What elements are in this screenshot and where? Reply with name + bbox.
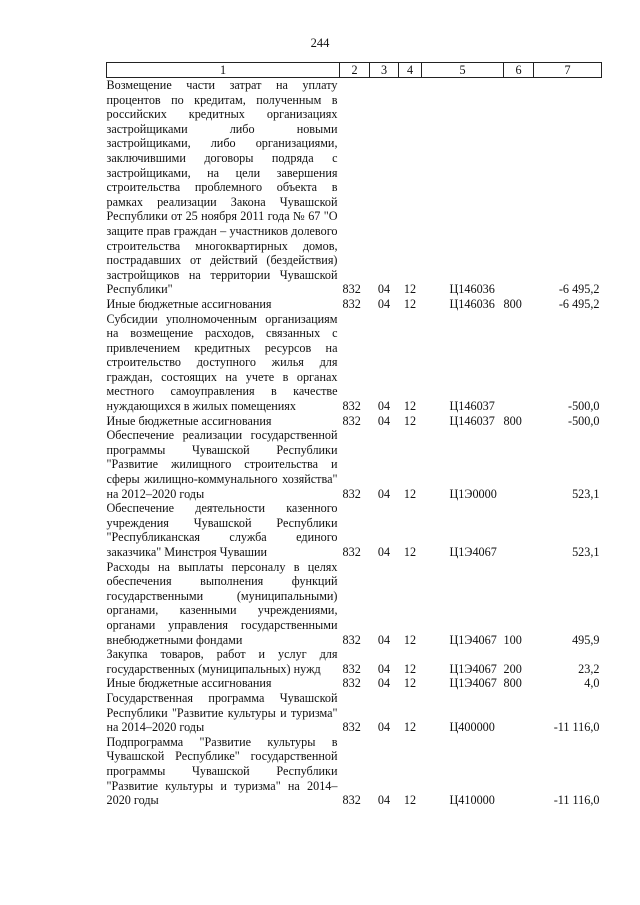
header-col-3: 3 (370, 63, 399, 78)
row-amount: -500,0 (568, 413, 600, 428)
row-amount: 523,1 (572, 486, 600, 501)
row-name: Иные бюджетные ассигнования (106, 413, 272, 428)
row-cs-code: Ц410000 (449, 793, 495, 808)
row-name: Обеспечение деятельности казенного учреждения Чувашской Республики "Республиканская служба единого заказчика" Минстроя Чувашии (106, 501, 338, 559)
row-amount: -11 116,0 (553, 793, 600, 808)
row-name: Закупка товаров, работ и услуг для государственных (муниципальных) нужд (106, 647, 338, 676)
table-row (107, 501, 602, 559)
table-row (107, 691, 602, 735)
row-vr-code: 800 (503, 296, 522, 311)
row-vr-code (504, 428, 534, 501)
row-rz-code: 04 (377, 632, 391, 647)
table-row (107, 428, 602, 501)
row-name: Иные бюджетные ассигнования (106, 676, 272, 691)
row-name: Обеспечение реализации государственной программы Чувашской Республики "Развитие жилищного строительства и сферы жилищно-коммунального хозяйства" на 2012–2020 годы (106, 428, 338, 501)
row-rz-code: 04 (377, 545, 391, 559)
table-row (107, 676, 602, 691)
row-gr-code: 832 (342, 399, 361, 414)
row-name: Государственная программа Чувашской Республики "Развитие культуры и туризма" на 2014–2020 годы (106, 690, 338, 735)
row-pr-code: 12 (403, 793, 417, 808)
budget-table (106, 62, 602, 808)
row-amount: 23,2 (578, 661, 600, 676)
table-row (107, 312, 602, 414)
row-vr-code: 100 (503, 632, 522, 647)
row-rz-code: 04 (377, 676, 391, 691)
row-pr-code: 12 (403, 720, 417, 735)
row-gr-code: 832 (342, 720, 361, 735)
row-cs-code: Ц1Э0000 (449, 486, 497, 501)
table-row (107, 414, 602, 429)
header-col-4: 4 (399, 63, 422, 78)
row-pr-code: 12 (403, 632, 417, 647)
row-pr-code: 12 (403, 676, 417, 691)
row-cs-code: Ц146037 (449, 399, 495, 414)
row-amount: -11 116,0 (553, 720, 600, 735)
row-rz-code: 04 (377, 793, 391, 808)
row-cs-code: Ц1Э4067 (449, 676, 497, 691)
row-vr-code: 800 (503, 676, 522, 691)
header-col-1: 1 (107, 63, 340, 78)
row-rz-code: 04 (377, 661, 391, 676)
row-amount: -6 495,2 (558, 296, 600, 311)
row-gr-code: 832 (342, 676, 361, 691)
table-row (107, 297, 602, 312)
row-name: Расходы на выплаты персоналу в целях обеспечения выполнения функций государственными (муниципальными) органами, казенными учреждениями, органами управления государственными внебюджетными фондами (106, 559, 338, 647)
row-pr-code: 12 (403, 399, 417, 414)
header-col-7: 7 (534, 63, 602, 78)
row-amount: -6 495,2 (558, 282, 600, 297)
row-cs-code: Ц1Э4067 (449, 661, 497, 676)
table-row (107, 735, 602, 808)
table-row (107, 560, 602, 648)
row-vr-code (504, 501, 534, 559)
row-gr-code: 832 (342, 282, 361, 297)
header-col-2: 2 (340, 63, 370, 78)
row-cs-code: Ц1Э4067 (449, 632, 497, 647)
row-gr-code: 832 (342, 661, 361, 676)
row-gr-code: 832 (342, 632, 361, 647)
row-rz-code: 04 (377, 296, 391, 311)
row-pr-code: 12 (403, 661, 417, 676)
row-pr-code: 12 (403, 486, 417, 501)
row-vr-code (504, 691, 534, 735)
row-vr-code (504, 78, 534, 297)
row-gr-code: 832 (342, 545, 361, 559)
page-number: 244 (310, 36, 330, 50)
row-name: Субсидии уполномоченным организациям на возмещение расходов, связанных с привлечением кредитных ресурсов на строительство доступного жилья для граждан, состоящих на учете в органах местного самоуправления в качестве нуждающихся в жилых помещениях (106, 311, 338, 414)
row-vr-code: 800 (503, 413, 522, 428)
row-name: Возмещение части затрат на уплату процентов по кредитам, полученным в российских кредитных организациях застройщиками либо новыми застройщиками, либо организациями, заключившими договоры подряда с застройщиками, на цели завершения строительства проблемного объекта в рамках реализации Закона Чувашской Республики от 25 ноября 2011 года № 67 "О защите прав граждан – участников долевого строительства многоквартирных домов, пострадавших от действий (бездействия) застройщиков на территории Чувашской Республики" (106, 78, 338, 297)
row-gr-code: 832 (342, 413, 361, 428)
row-vr-code (504, 312, 534, 414)
row-amount: 495,9 (572, 632, 600, 647)
row-rz-code: 04 (377, 282, 391, 297)
row-amount: 523,1 (572, 545, 600, 559)
table-header-row (107, 63, 602, 78)
row-pr-code: 12 (403, 296, 417, 311)
table-row (107, 78, 602, 297)
table-row (107, 647, 602, 676)
row-pr-code: 12 (403, 413, 417, 428)
row-rz-code: 04 (377, 413, 391, 428)
header-col-6: 6 (504, 63, 534, 78)
row-cs-code: Ц146036 (449, 296, 495, 311)
row-rz-code: 04 (377, 399, 391, 414)
row-rz-code: 04 (377, 720, 391, 735)
row-cs-code: Ц146036 (449, 282, 495, 297)
row-cs-code: Ц400000 (449, 720, 495, 735)
row-pr-code: 12 (403, 545, 417, 559)
row-name: Подпрограмма "Развитие культуры в Чувашской Республике" государственной программы Чувашской Республики "Развитие культуры и туризма" на 2014–2020 годы (106, 734, 338, 808)
row-gr-code: 832 (342, 793, 361, 808)
row-cs-code: Ц1Э4067 (449, 545, 497, 559)
row-vr-code (504, 735, 534, 808)
row-name: Иные бюджетные ассигнования (106, 296, 272, 311)
row-pr-code: 12 (403, 282, 417, 297)
row-vr-code: 200 (503, 661, 522, 676)
row-cs-code: Ц146037 (449, 413, 495, 428)
row-gr-code: 832 (342, 486, 361, 501)
row-rz-code: 04 (377, 486, 391, 501)
row-amount: -500,0 (568, 399, 600, 414)
row-gr-code: 832 (342, 296, 361, 311)
header-col-5: 5 (422, 63, 504, 78)
row-amount: 4,0 (584, 676, 600, 691)
